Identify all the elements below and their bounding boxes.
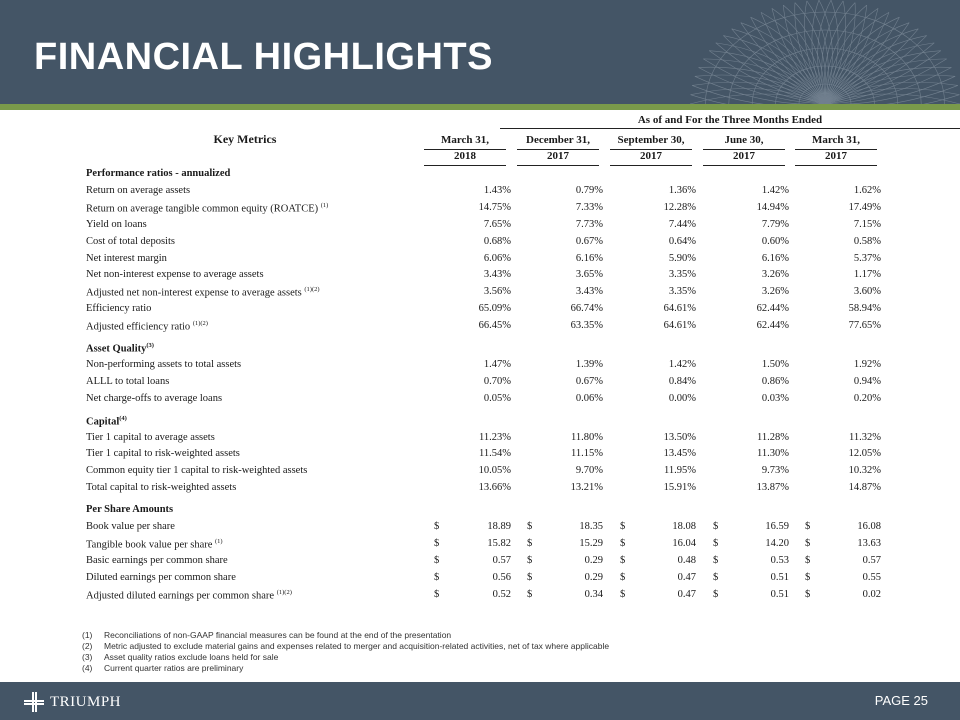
table-cell: 14.20 (765, 537, 789, 549)
row-label (86, 432, 215, 443)
table-cell: 0.06% (575, 392, 603, 404)
table-cell: 17.49% (848, 201, 881, 213)
row-label (86, 572, 236, 583)
section-header (86, 415, 876, 432)
page-number: PAGE 25 (874, 693, 928, 708)
footnote (82, 641, 609, 652)
table-cell: 0.34 (584, 588, 603, 600)
row-label (86, 303, 151, 314)
table-cell: 0.47 (677, 588, 696, 600)
table-cell: 13.63 (857, 537, 881, 549)
table-cell: 11.80% (571, 431, 603, 443)
section-title (86, 168, 230, 179)
row-label (86, 376, 169, 387)
footnote-number: (3) (82, 652, 93, 662)
column-header-period: March 31, (795, 131, 877, 150)
table-cell: 1.17% (853, 269, 881, 281)
table-cell: 11.15% (571, 448, 603, 460)
group-header: As of and For the Three Months Ended (637, 114, 823, 126)
table-cell: 0.68% (483, 235, 511, 247)
table-row (86, 320, 881, 337)
section-title (86, 415, 127, 428)
currency-symbol: $ (434, 521, 440, 532)
row-label (86, 269, 264, 280)
row-label (86, 465, 307, 476)
table-row (86, 521, 881, 538)
table-cell: 66.45% (478, 320, 511, 332)
currency-symbol: $ (620, 537, 626, 549)
row-label-text: Net non-interest expense to average assets (86, 269, 264, 281)
table-cell: 62.44% (756, 303, 789, 315)
table-cell: 77.65% (848, 320, 881, 332)
table-cell: 0.52 (492, 588, 511, 600)
table-cell: 16.59 (765, 521, 789, 532)
table-cell: 14.94% (756, 201, 789, 213)
currency-symbol: $ (527, 588, 533, 600)
section-header (86, 342, 876, 359)
table-cell: 0.29 (584, 571, 603, 583)
table-cell: 0.57 (492, 554, 511, 566)
table-row (86, 269, 881, 286)
row-label (86, 359, 241, 370)
table-cell: 0.56 (492, 571, 511, 583)
row-label (86, 393, 222, 404)
table-row (86, 465, 881, 482)
table-row (86, 235, 881, 253)
currency-symbol: $ (527, 571, 533, 583)
table-cell: 0.51 (770, 588, 789, 600)
table-cell: 0.51 (770, 571, 789, 583)
table-cell: 12.28% (663, 201, 696, 213)
table-row (86, 392, 881, 410)
table-cell: 5.90% (668, 252, 696, 264)
footnote-text: Reconciliations of non-GAAP financial measures can be found at the end of the presentation (104, 630, 452, 640)
table-cell: 0.67% (575, 235, 603, 247)
currency-symbol: $ (527, 537, 533, 549)
table-cell: 14.75% (478, 201, 511, 213)
table-cell: 13.66% (478, 482, 511, 494)
table-cell: 13.50% (663, 431, 696, 443)
table-cell: 65.09% (478, 303, 511, 315)
table-row (86, 286, 881, 303)
row-label-text: Tier 1 capital to risk-weighted assets (86, 448, 240, 460)
table-cell: 9.70% (575, 465, 603, 477)
header-accent-line (0, 104, 960, 110)
table-cell: 3.35% (668, 286, 696, 298)
footnote-ref: (1) (215, 537, 223, 545)
footnote-text: Asset quality ratios exclude loans held for sale (104, 652, 279, 662)
table-row (86, 588, 881, 606)
column-header-period: June 30, (703, 131, 785, 150)
table-cell: 11.23% (479, 431, 511, 443)
table-cell: 0.53 (770, 554, 789, 566)
currency-symbol: $ (620, 554, 626, 566)
table-cell: 14.87% (848, 482, 881, 494)
table-cell: 11.28% (757, 431, 789, 443)
table-cell: 11.30% (757, 448, 789, 460)
table-row (86, 184, 881, 202)
table-cell: 7.79% (761, 218, 789, 230)
table-cell: 5.37% (853, 252, 881, 264)
table-row (86, 218, 881, 236)
row-label (86, 482, 236, 493)
table-cell: 0.86% (761, 375, 789, 387)
section-title-text: Performance ratios - annualized (86, 168, 231, 179)
table-cell: 6.16% (761, 252, 789, 264)
footnote (82, 652, 609, 663)
table-cell: 12.05% (848, 448, 881, 460)
table-cell: 0.67% (575, 375, 603, 387)
table-cell: 66.74% (570, 303, 603, 315)
table-row (86, 431, 881, 449)
group-header-rule (500, 128, 960, 129)
table-cell: 11.54% (479, 448, 511, 460)
column-header-year: 2017 (610, 147, 692, 166)
table-cell: 3.35% (668, 269, 696, 281)
currency-symbol: $ (434, 537, 440, 549)
table-cell: 0.00% (668, 392, 696, 404)
table-row (86, 448, 881, 465)
row-label (86, 202, 328, 215)
table-cell: 7.44% (668, 218, 696, 230)
table-cell: 16.04 (672, 537, 696, 549)
table-cell: 0.29 (584, 554, 603, 566)
page-title: FINANCIAL HIGHLIGHTS (34, 36, 493, 78)
column-header-year: 2017 (517, 147, 599, 166)
table-cell: 1.43% (483, 184, 511, 196)
footnote-number: (4) (82, 663, 93, 673)
row-label-text: Net interest margin (86, 252, 167, 264)
currency-symbol: $ (805, 571, 811, 583)
currency-symbol: $ (434, 554, 440, 566)
table-cell: 15.91% (663, 482, 696, 494)
table-cell: 1.47% (483, 358, 511, 370)
table-cell: 0.58% (853, 235, 881, 247)
row-label (86, 286, 320, 299)
row-label-text: Efficiency ratio (86, 303, 152, 315)
table-cell: 7.73% (575, 218, 603, 230)
row-label (86, 448, 240, 459)
row-label-text: Return on average assets (86, 184, 191, 196)
table-row (86, 554, 881, 572)
footnote-text: Current quarter ratios are preliminary (104, 663, 244, 673)
table-cell: 3.43% (575, 286, 603, 298)
section-title-text: Capital (86, 416, 120, 428)
currency-symbol: $ (434, 571, 440, 583)
currency-symbol: $ (805, 521, 811, 532)
row-label-text: Adjusted diluted earnings per common share (86, 590, 275, 602)
section-title (86, 342, 154, 355)
footnote-ref: (1)(2) (304, 286, 320, 294)
footnote (82, 630, 609, 641)
table-cell: 11.95% (664, 465, 696, 477)
table-cell: 0.70% (483, 375, 511, 387)
row-label (86, 555, 228, 566)
column-header-period: September 30, (610, 131, 692, 150)
row-label-text: Net charge-offs to average loans (86, 392, 223, 404)
table-cell: 1.42% (761, 184, 789, 196)
column-header-year: 2017 (795, 147, 877, 166)
row-label-text: Diluted earnings per common share (86, 571, 236, 583)
row-label-text: Yield on loans (86, 218, 147, 230)
table-cell: 0.20% (853, 392, 881, 404)
table-cell: 15.82 (487, 537, 511, 549)
table-row (86, 303, 881, 320)
row-label-text: Cost of total deposits (86, 235, 175, 247)
row-label (86, 589, 292, 602)
row-label-text: Return on average tangible common equity (ROATCE) (86, 203, 319, 215)
row-label-text: Common equity tier 1 capital to risk-weighted assets (86, 465, 308, 477)
footnote-number: (2) (82, 641, 93, 651)
row-label-text: Tangible book value per share (86, 539, 213, 551)
section-title-text: Asset Quality (86, 343, 147, 355)
table-cell: 0.47 (677, 571, 696, 583)
table-cell: 1.50% (761, 358, 789, 370)
table-row (86, 482, 881, 499)
footnote-text: Metric adjusted to exclude material gains and expenses related to merger and acquisition-related activities, net of tax where applicable (104, 641, 610, 651)
table-cell: 1.62% (853, 184, 881, 196)
table-cell: 1.42% (668, 358, 696, 370)
currency-symbol: $ (805, 537, 811, 549)
column-header-period: March 31, (424, 131, 506, 150)
currency-symbol: $ (620, 571, 626, 583)
table-cell: 0.57 (862, 554, 881, 566)
row-label-text: Adjusted efficiency ratio (86, 321, 191, 333)
row-label (86, 185, 190, 196)
footnote-ref: (1)(2) (192, 320, 208, 328)
table-cell: 63.35% (570, 320, 603, 332)
logo-text: TRIUMPH (50, 693, 122, 710)
table-cell: 1.92% (853, 358, 881, 370)
section-header (86, 168, 876, 185)
table-cell: 0.64% (668, 235, 696, 247)
row-label (86, 538, 223, 551)
table-cell: 13.45% (663, 448, 696, 460)
currency-symbol: $ (713, 571, 719, 583)
table-row (86, 537, 881, 555)
currency-symbol: $ (434, 588, 440, 600)
table-cell: 7.65% (483, 218, 511, 230)
table-cell: 18.08 (672, 521, 696, 532)
currency-symbol: $ (713, 537, 719, 549)
table-row (86, 358, 881, 376)
table-cell: 10.05% (478, 465, 511, 477)
table-cell: 9.73% (761, 465, 789, 477)
table-cell: 6.06% (483, 252, 511, 264)
currency-symbol: $ (713, 588, 719, 600)
section-header (86, 504, 876, 521)
table-cell: 11.32% (849, 431, 881, 443)
row-label (86, 219, 147, 230)
column-header-year: 2017 (703, 147, 785, 166)
section-title (86, 504, 173, 515)
currency-symbol: $ (713, 554, 719, 566)
table-row (86, 201, 881, 219)
table-cell: 64.61% (663, 320, 696, 332)
table-cell: 16.08 (857, 521, 881, 532)
table-cell: 18.89 (487, 521, 511, 532)
row-label (86, 236, 175, 247)
currency-symbol: $ (805, 588, 811, 600)
table-cell: 10.32% (848, 465, 881, 477)
decorative-rosette (690, 0, 960, 104)
table-cell: 3.65% (575, 269, 603, 281)
footnote-ref: (3) (146, 342, 154, 349)
footnote-ref: (4) (119, 414, 127, 422)
key-metrics-label: Key Metrics (213, 132, 277, 146)
table-cell: 7.33% (575, 201, 603, 213)
currency-symbol: $ (527, 554, 533, 566)
table-cell: 0.55 (862, 571, 881, 583)
footnotes (82, 630, 609, 674)
table-cell: 58.94% (848, 303, 881, 315)
table-cell: 3.56% (483, 286, 511, 298)
row-label-text: Book value per share (86, 521, 175, 532)
footnote-number: (1) (82, 630, 93, 640)
footer-bar (0, 682, 960, 720)
table-cell: 15.29 (579, 537, 603, 549)
table-row (86, 571, 881, 589)
row-label (86, 253, 167, 264)
row-label (86, 320, 208, 333)
table-cell: 3.26% (761, 286, 789, 298)
table-cell: 3.43% (483, 269, 511, 281)
section-title-text: Per Share Amounts (86, 504, 174, 516)
column-header-year: 2018 (424, 147, 506, 166)
table-cell: 0.79% (575, 184, 603, 196)
row-label-text: ALLL to total loans (86, 375, 170, 387)
table-cell: 3.60% (853, 286, 881, 298)
table-cell: 0.03% (761, 392, 789, 404)
table-cell: 0.94% (853, 375, 881, 387)
row-label-text: Basic earnings per common share (86, 554, 228, 566)
row-label-text: Non-performing assets to total assets (86, 358, 242, 370)
footnote-ref: (1) (320, 201, 329, 209)
triumph-logo-icon (24, 692, 44, 712)
table-cell: 3.26% (761, 269, 789, 281)
row-label-text: Adjusted net non-interest expense to average assets (86, 287, 302, 299)
table-cell: 13.21% (570, 482, 603, 494)
row-label (86, 521, 175, 532)
currency-symbol: $ (527, 521, 533, 532)
table-cell: 1.36% (668, 184, 696, 196)
currency-symbol: $ (713, 521, 719, 532)
column-header-period: December 31, (517, 131, 599, 150)
table-cell: 0.60% (761, 235, 789, 247)
table-cell: 6.16% (575, 252, 603, 264)
table-cell: 62.44% (756, 320, 789, 332)
table-row (86, 252, 881, 270)
table-cell: 0.48 (677, 554, 696, 566)
row-label-text: Tier 1 capital to average assets (86, 431, 215, 443)
header-bar (0, 0, 960, 104)
table-cell: 64.61% (663, 303, 696, 315)
table-cell: 7.15% (853, 218, 881, 230)
table-cell: 0.05% (483, 392, 511, 404)
table-cell: 13.87% (756, 482, 789, 494)
row-label-text: Total capital to risk-weighted assets (86, 482, 237, 494)
table-cell: 1.39% (575, 358, 603, 370)
table-row (86, 375, 881, 393)
table-cell: 0.02 (862, 588, 881, 600)
table-cell: 0.84% (668, 375, 696, 387)
currency-symbol: $ (620, 521, 626, 532)
table-cell: 18.35 (579, 521, 603, 532)
currency-symbol: $ (620, 588, 626, 600)
footnote (82, 663, 609, 674)
company-logo (24, 692, 121, 712)
footnote-ref: (1)(2) (276, 588, 292, 596)
currency-symbol: $ (805, 554, 811, 566)
